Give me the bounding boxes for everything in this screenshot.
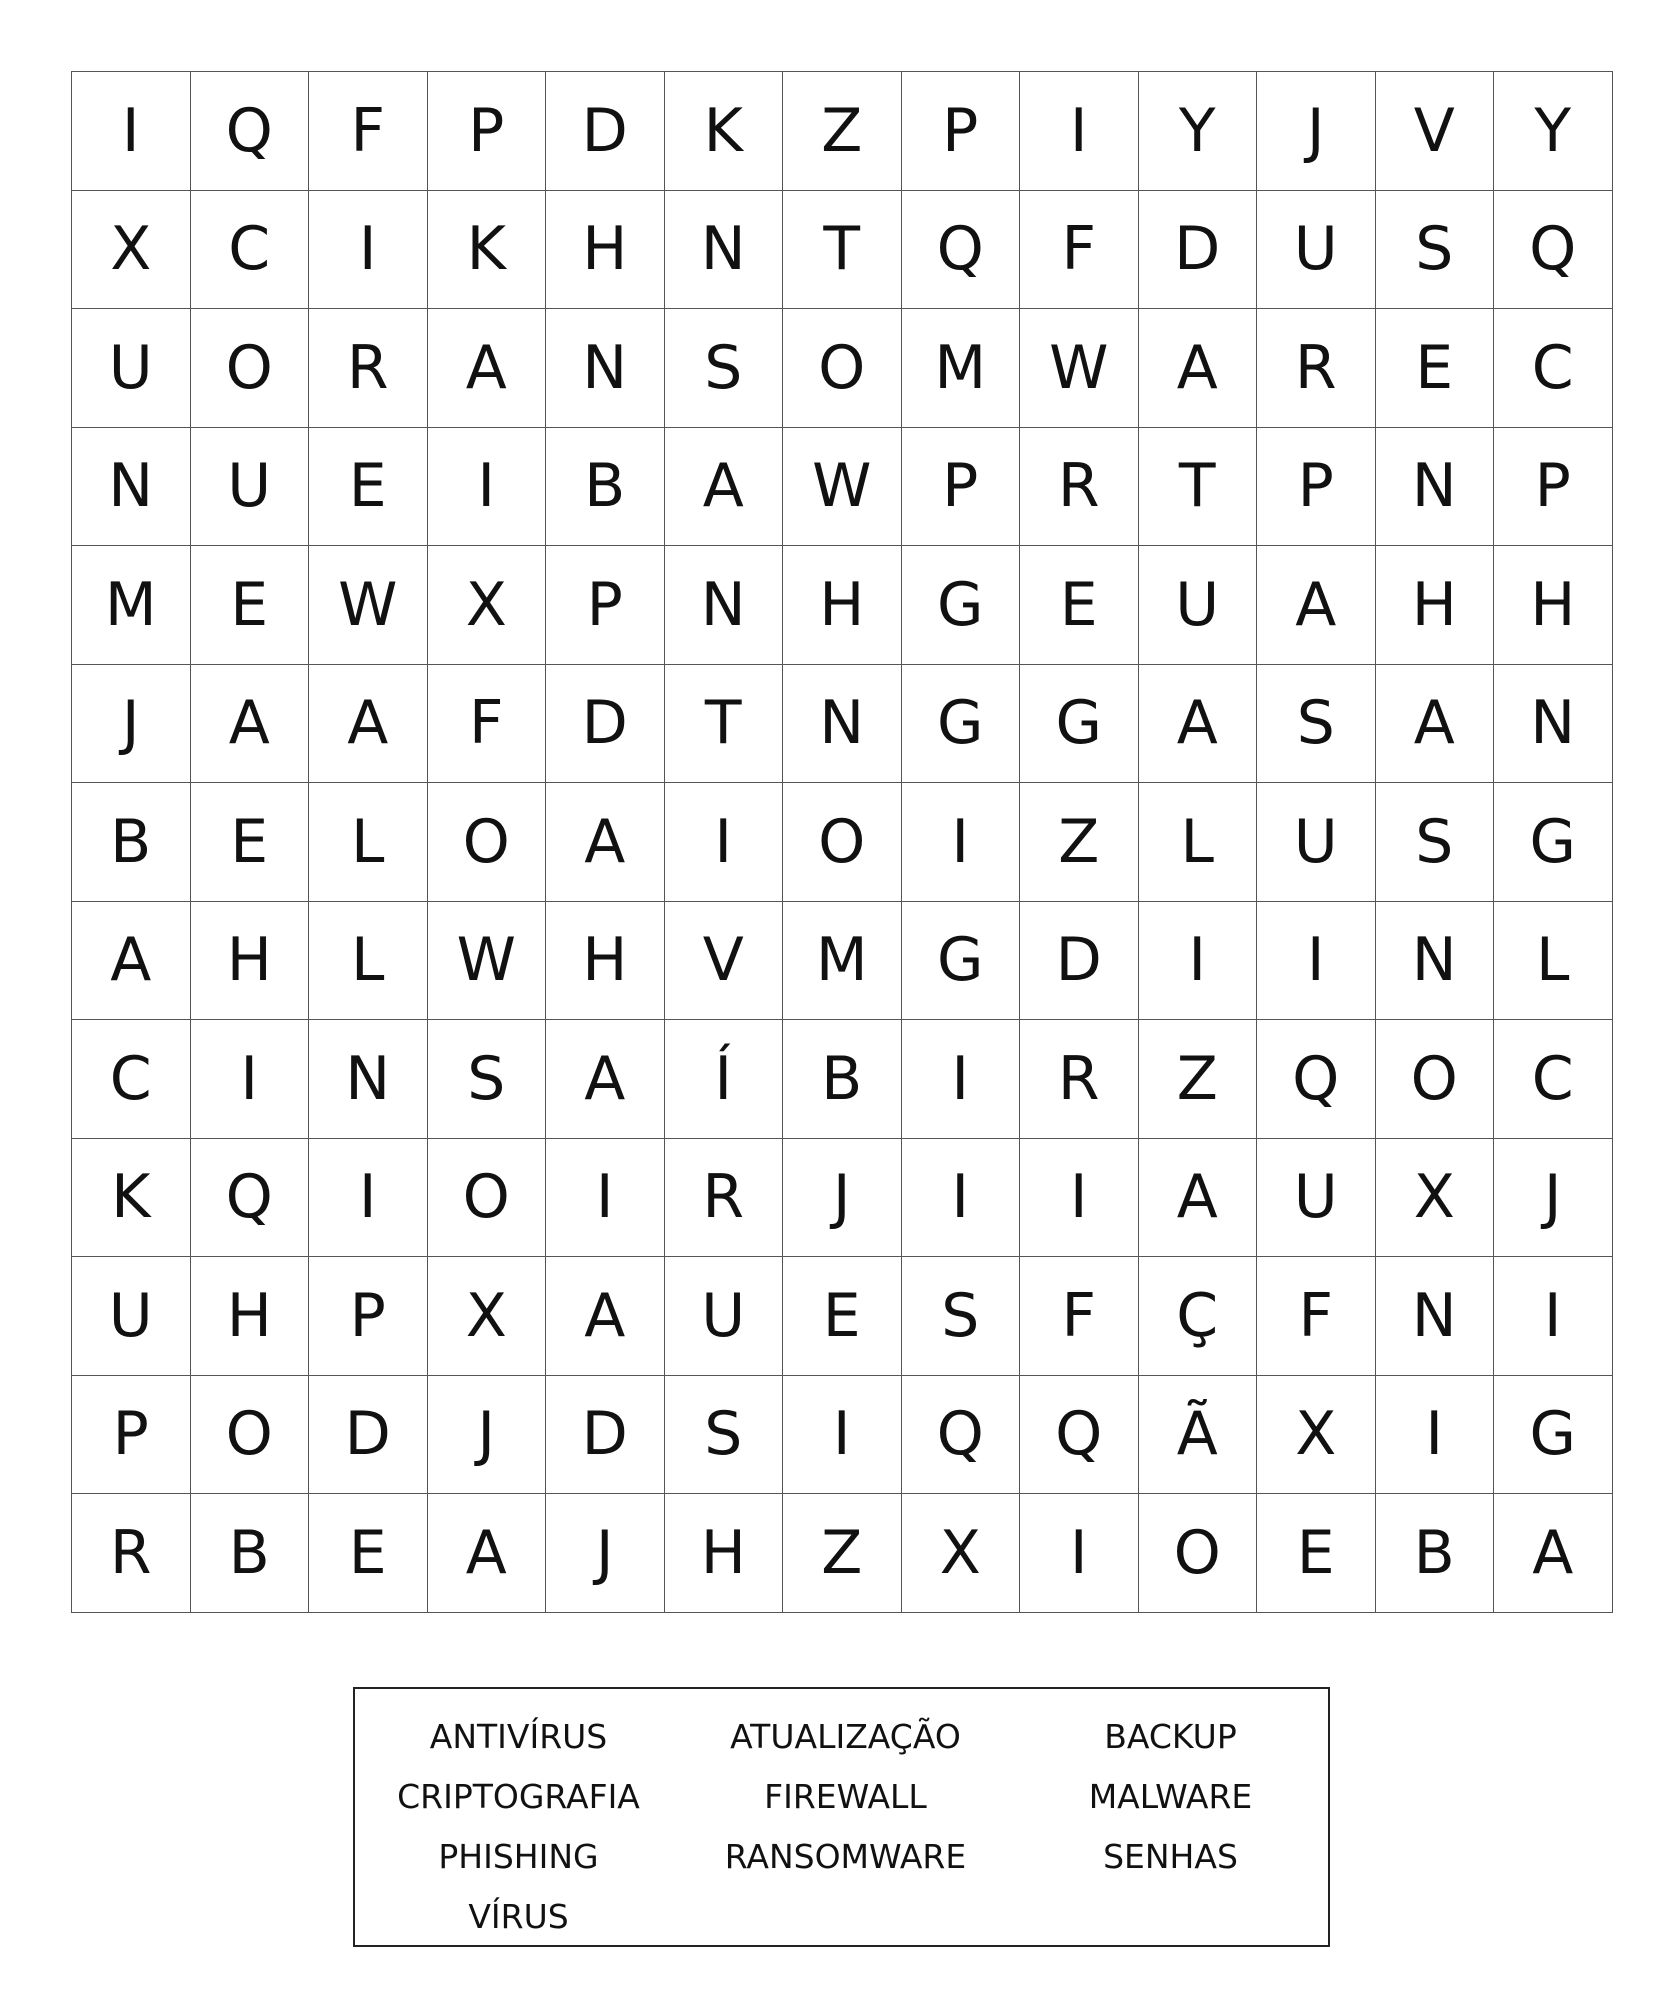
grid-cell[interactable]: D — [546, 1376, 665, 1495]
grid-cell[interactable]: M — [783, 902, 902, 1021]
grid-cell[interactable]: J — [428, 1376, 547, 1495]
grid-cell[interactable]: G — [1494, 783, 1613, 902]
grid-cell[interactable]: P — [428, 72, 547, 191]
grid-cell[interactable]: N — [1376, 428, 1495, 547]
grid-cell[interactable]: H — [665, 1494, 784, 1613]
grid-cell[interactable]: A — [309, 665, 428, 784]
grid-cell[interactable]: G — [902, 546, 1021, 665]
grid-cell[interactable]: S — [902, 1257, 1021, 1376]
grid-cell[interactable]: Q — [191, 72, 310, 191]
grid-cell[interactable]: U — [665, 1257, 784, 1376]
grid-cell[interactable]: N — [665, 191, 784, 310]
grid-cell[interactable]: B — [191, 1494, 310, 1613]
grid-cell[interactable]: A — [665, 428, 784, 547]
grid-cell[interactable]: Z — [1020, 783, 1139, 902]
grid-cell[interactable]: Q — [1494, 191, 1613, 310]
grid-cell[interactable]: P — [902, 72, 1021, 191]
grid-cell[interactable]: I — [902, 1020, 1021, 1139]
grid-cell[interactable]: S — [428, 1020, 547, 1139]
grid-cell[interactable]: Ã — [1139, 1376, 1258, 1495]
grid-cell[interactable]: D — [1139, 191, 1258, 310]
grid-cell[interactable]: E — [783, 1257, 902, 1376]
grid-cell[interactable]: O — [783, 783, 902, 902]
grid-cell[interactable]: C — [1494, 309, 1613, 428]
grid-cell[interactable]: P — [546, 546, 665, 665]
grid-cell[interactable]: P — [72, 1376, 191, 1495]
grid-cell[interactable]: W — [783, 428, 902, 547]
grid-cell[interactable]: M — [72, 546, 191, 665]
grid-cell[interactable]: R — [72, 1494, 191, 1613]
grid-cell[interactable]: L — [309, 783, 428, 902]
grid-cell[interactable]: K — [665, 72, 784, 191]
grid-cell[interactable]: D — [1020, 902, 1139, 1021]
grid-cell[interactable]: N — [546, 309, 665, 428]
grid-cell[interactable]: Z — [1139, 1020, 1258, 1139]
grid-cell[interactable]: P — [309, 1257, 428, 1376]
grid-cell[interactable]: H — [1376, 546, 1495, 665]
grid-cell[interactable]: E — [309, 428, 428, 547]
grid-cell[interactable]: I — [1020, 72, 1139, 191]
grid-cell[interactable]: H — [783, 546, 902, 665]
grid-cell[interactable]: U — [1139, 546, 1258, 665]
grid-cell[interactable]: I — [1257, 902, 1376, 1021]
grid-cell[interactable]: K — [72, 1139, 191, 1258]
grid-cell[interactable]: H — [546, 902, 665, 1021]
letter-grid — [71, 71, 1613, 1613]
grid-cell[interactable]: O — [428, 1139, 547, 1258]
grid-cell[interactable]: E — [1257, 1494, 1376, 1613]
grid-cell[interactable]: N — [1376, 1257, 1495, 1376]
grid-cell[interactable]: W — [1020, 309, 1139, 428]
grid-cell[interactable]: B — [1376, 1494, 1495, 1613]
grid-cell[interactable]: X — [72, 191, 191, 310]
grid-cell[interactable]: A — [428, 309, 547, 428]
word-item: RANSOMWARE — [724, 1837, 967, 1876]
grid-cell[interactable]: L — [309, 902, 428, 1021]
grid-cell[interactable]: I — [902, 1139, 1021, 1258]
grid-cell[interactable]: L — [1494, 902, 1613, 1021]
grid-cell[interactable]: T — [1139, 428, 1258, 547]
grid-cell[interactable]: F — [428, 665, 547, 784]
grid-cell[interactable]: R — [665, 1139, 784, 1258]
grid-cell[interactable]: C — [191, 191, 310, 310]
grid-cell[interactable]: E — [1376, 309, 1495, 428]
grid-cell[interactable]: U — [72, 1257, 191, 1376]
grid-cell[interactable]: A — [191, 665, 310, 784]
grid-cell[interactable]: L — [1139, 783, 1258, 902]
grid-cell[interactable]: H — [191, 902, 310, 1021]
grid-cell[interactable]: I — [191, 1020, 310, 1139]
grid-cell[interactable]: I — [546, 1139, 665, 1258]
grid-cell[interactable]: E — [309, 1494, 428, 1613]
grid-cell[interactable]: A — [72, 902, 191, 1021]
grid-cell[interactable]: I — [309, 191, 428, 310]
grid-cell[interactable]: X — [428, 546, 547, 665]
grid-cell[interactable]: H — [191, 1257, 310, 1376]
grid-cell[interactable]: S — [665, 309, 784, 428]
grid-cell[interactable]: J — [1494, 1139, 1613, 1258]
grid-cell[interactable]: O — [783, 309, 902, 428]
grid-cell[interactable]: I — [783, 1376, 902, 1495]
grid-cell[interactable]: F — [1020, 191, 1139, 310]
word-item: BACKUP — [1104, 1717, 1237, 1756]
grid-cell[interactable]: U — [1257, 191, 1376, 310]
grid-cell[interactable]: U — [72, 309, 191, 428]
grid-cell[interactable]: X — [1257, 1376, 1376, 1495]
grid-cell[interactable]: J — [1257, 72, 1376, 191]
grid-cell[interactable]: A — [546, 783, 665, 902]
grid-cell[interactable]: I — [665, 783, 784, 902]
grid-cell[interactable]: R — [1020, 1020, 1139, 1139]
grid-cell[interactable]: F — [1257, 1257, 1376, 1376]
grid-cell[interactable]: C — [72, 1020, 191, 1139]
grid-cell[interactable]: F — [1020, 1257, 1139, 1376]
grid-cell[interactable]: W — [309, 546, 428, 665]
grid-cell[interactable]: N — [1494, 665, 1613, 784]
grid-cell[interactable]: R — [1257, 309, 1376, 428]
grid-cell[interactable]: A — [546, 1257, 665, 1376]
grid-cell[interactable]: Q — [1020, 1376, 1139, 1495]
grid-cell[interactable]: S — [1257, 665, 1376, 784]
grid-cell[interactable]: I — [1020, 1494, 1139, 1613]
grid-cell[interactable]: O — [1139, 1494, 1258, 1613]
grid-cell[interactable]: Z — [783, 72, 902, 191]
grid-cell[interactable]: C — [1494, 1020, 1613, 1139]
word-item: VÍRUS — [468, 1897, 569, 1936]
grid-cell[interactable]: X — [902, 1494, 1021, 1613]
grid-cell[interactable]: F — [309, 72, 428, 191]
grid-cell[interactable]: J — [72, 665, 191, 784]
grid-cell[interactable]: A — [1139, 665, 1258, 784]
word-item: SENHAS — [1103, 1837, 1238, 1876]
word-item: ATUALIZAÇÃO — [730, 1717, 961, 1756]
grid-cell[interactable]: A — [546, 1020, 665, 1139]
grid-cell[interactable]: I — [309, 1139, 428, 1258]
grid-cell[interactable]: Ç — [1139, 1257, 1258, 1376]
grid-cell[interactable]: X — [1376, 1139, 1495, 1258]
grid-cell[interactable]: J — [783, 1139, 902, 1258]
grid-cell[interactable]: T — [783, 191, 902, 310]
grid-cell[interactable]: I — [1020, 1139, 1139, 1258]
grid-cell[interactable]: A — [1494, 1494, 1613, 1613]
grid-cell[interactable]: Q — [1257, 1020, 1376, 1139]
grid-cell[interactable]: D — [546, 72, 665, 191]
grid-cell[interactable]: O — [191, 1376, 310, 1495]
word-bank — [353, 1687, 1330, 1947]
word-item: ANTIVÍRUS — [429, 1717, 608, 1756]
grid-cell[interactable]: M — [902, 309, 1021, 428]
grid-cell[interactable]: A — [1257, 546, 1376, 665]
grid-cell[interactable]: V — [1376, 72, 1495, 191]
grid-cell[interactable]: R — [1020, 428, 1139, 547]
grid-cell[interactable]: E — [1020, 546, 1139, 665]
grid-cell[interactable]: B — [546, 428, 665, 547]
grid-cell[interactable]: I — [1139, 902, 1258, 1021]
grid-cell[interactable]: H — [546, 191, 665, 310]
grid-cell[interactable]: P — [1494, 428, 1613, 547]
grid-cell[interactable]: G — [1020, 665, 1139, 784]
grid-cell[interactable]: X — [428, 1257, 547, 1376]
grid-cell[interactable]: R — [309, 309, 428, 428]
grid-cell[interactable]: G — [902, 665, 1021, 784]
grid-cell[interactable]: E — [191, 783, 310, 902]
word-item: MALWARE — [1088, 1777, 1253, 1816]
grid-cell[interactable]: K — [428, 191, 547, 310]
grid-cell[interactable]: Y — [1139, 72, 1258, 191]
word-list — [355, 1707, 1328, 1947]
grid-cell[interactable]: N — [309, 1020, 428, 1139]
grid-cell[interactable]: Í — [665, 1020, 784, 1139]
grid-cell[interactable]: G — [1494, 1376, 1613, 1495]
grid-cell[interactable]: E — [191, 546, 310, 665]
grid-cell[interactable]: N — [665, 546, 784, 665]
grid-cell[interactable]: W — [428, 902, 547, 1021]
word-item: PHISHING — [438, 1837, 599, 1876]
grid-cell[interactable]: I — [72, 72, 191, 191]
grid-cell[interactable]: H — [1494, 546, 1613, 665]
grid-cell[interactable]: D — [309, 1376, 428, 1495]
grid-cell[interactable]: P — [1257, 428, 1376, 547]
grid-cell[interactable]: J — [546, 1494, 665, 1613]
grid-cell[interactable]: U — [191, 428, 310, 547]
grid-cell[interactable]: B — [783, 1020, 902, 1139]
grid-cell[interactable]: S — [665, 1376, 784, 1495]
grid-cell[interactable]: Q — [902, 1376, 1021, 1495]
grid-cell[interactable]: G — [902, 902, 1021, 1021]
grid-cell[interactable]: N — [783, 665, 902, 784]
word-item: CRIPTOGRAFIA — [397, 1777, 640, 1816]
grid-cell[interactable]: A — [1139, 1139, 1258, 1258]
grid-cell[interactable]: Q — [902, 191, 1021, 310]
grid-cell[interactable]: Z — [783, 1494, 902, 1613]
grid-cell[interactable]: V — [665, 902, 784, 1021]
grid-cell[interactable]: S — [1376, 191, 1495, 310]
grid-cell[interactable]: I — [1376, 1376, 1495, 1495]
grid-cell[interactable]: I — [902, 783, 1021, 902]
grid-cell[interactable]: A — [1376, 665, 1495, 784]
word-item: FIREWALL — [764, 1777, 927, 1816]
grid-cell[interactable]: P — [902, 428, 1021, 547]
grid-cell[interactable]: U — [1257, 1139, 1376, 1258]
grid-cell[interactable]: Q — [191, 1139, 310, 1258]
grid-cell[interactable]: D — [546, 665, 665, 784]
grid-cell[interactable]: S — [1376, 783, 1495, 902]
grid-cell[interactable]: O — [1376, 1020, 1495, 1139]
grid-cell[interactable]: N — [72, 428, 191, 547]
grid-cell[interactable]: O — [191, 309, 310, 428]
grid-cell[interactable]: A — [1139, 309, 1258, 428]
grid-cell[interactable]: O — [428, 783, 547, 902]
grid-cell[interactable]: B — [72, 783, 191, 902]
grid-cell[interactable]: I — [428, 428, 547, 547]
grid-cell[interactable]: T — [665, 665, 784, 784]
grid-cell[interactable]: A — [428, 1494, 547, 1613]
grid-cell[interactable]: Y — [1494, 72, 1613, 191]
grid-cell[interactable]: U — [1257, 783, 1376, 902]
grid-cell[interactable]: N — [1376, 902, 1495, 1021]
grid-cell[interactable]: I — [1494, 1257, 1613, 1376]
